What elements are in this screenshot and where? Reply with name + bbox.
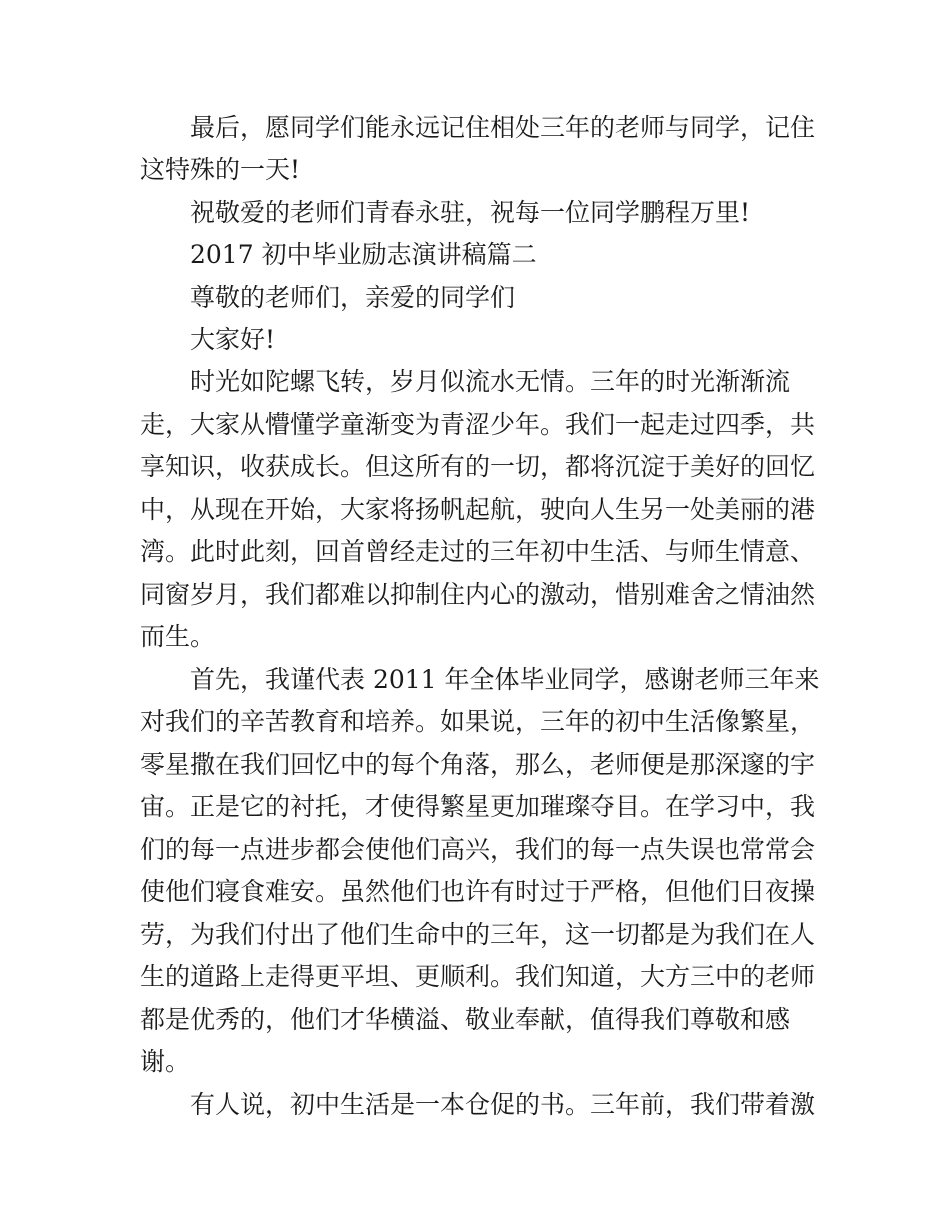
paragraph-line — [0, 872, 950, 912]
line-text: 有人说，初中生活是一本仓促的书。三年前，我们带着激 — [190, 1090, 816, 1119]
line-text: 大家好! — [190, 325, 276, 354]
paragraph-line — [0, 108, 950, 148]
paragraph-line — [0, 1085, 950, 1125]
line-text: 谢。 — [140, 1047, 191, 1076]
line-text: 而生。 — [140, 622, 216, 651]
paragraph-line — [0, 193, 950, 233]
line-text: 对我们的辛苦教育和培养。如果说，三年的初中生活像繁星， — [140, 707, 816, 736]
line-text: 同窗岁月，我们都难以抑制住内心的激动，惜别难舍之情油然 — [140, 580, 816, 609]
line-text: 生的道路上走得更平坦、更顺利。我们知道，大方三中的老师 — [140, 962, 816, 991]
line-text: 享知识，收获成长。但这所有的一切，都将沉淀于美好的回忆 — [140, 452, 816, 481]
line-text: 尊敬的老师们，亲爱的同学们 — [190, 283, 516, 312]
line-text: 零星撒在我们回忆中的每个角落，那么，老师便是那深邃的宇 — [140, 750, 816, 779]
line-text: 时光如陀螺飞转，岁月似流水无情。三年的时光渐渐流 — [190, 367, 791, 396]
paragraph-line — [0, 787, 950, 827]
paragraph-line — [0, 1000, 950, 1040]
line-text: 祝敬爱的老师们青春永驻，祝每一位同学鹏程万里! — [190, 198, 751, 227]
line-text: 湾。此时此刻，回首曾经走过的三年初中生活、与师生情意、 — [140, 537, 816, 566]
line-text: 都是优秀的，他们才华横溢、敬业奉献，值得我们尊敬和感 — [140, 1005, 791, 1034]
paragraph-line — [0, 490, 950, 530]
paragraph-line — [0, 915, 950, 955]
salutation-line — [0, 278, 950, 318]
line-text: 中，从现在开始，大家将扬帆起航，驶向人生另一处美丽的港 — [140, 495, 816, 524]
paragraph-line — [0, 575, 950, 615]
paragraph-line — [0, 1042, 950, 1082]
paragraph-line — [0, 660, 950, 700]
paragraph-line — [0, 362, 950, 402]
paragraph-line — [0, 617, 950, 657]
paragraph-line — [0, 447, 950, 487]
line-text: 走，大家从懵懂学童渐变为青涩少年。我们一起走过四季，共 — [140, 410, 816, 439]
paragraph-line — [0, 830, 950, 870]
greeting-line — [0, 320, 950, 360]
line-text: 宙。正是它的衬托，才使得繁星更加璀璨夺目。在学习中，我 — [140, 792, 816, 821]
paragraph-line — [0, 405, 950, 445]
line-text: 们的每一点进步都会使他们高兴，我们的每一点失误也常常会 — [140, 835, 816, 864]
paragraph-line — [0, 150, 950, 190]
section-heading — [0, 235, 950, 275]
line-text: 劳，为我们付出了他们生命中的三年，这一切都是为我们在人 — [140, 920, 816, 949]
line-text: 这特殊的一天! — [140, 155, 301, 184]
paragraph-line — [0, 702, 950, 742]
paragraph-line — [0, 957, 950, 997]
paragraph-line — [0, 745, 950, 785]
paragraph-line — [0, 532, 950, 572]
line-text: 使他们寝食难安。虽然他们也许有时过于严格，但他们日夜操 — [140, 877, 816, 906]
line-text: 首先，我谨代表 2011 年全体毕业同学，感谢老师三年来 — [190, 665, 820, 694]
line-text: 最后，愿同学们能永远记住相处三年的老师与同学，记住 — [190, 113, 816, 142]
heading-text: 2017 初中毕业励志演讲稿篇二 — [190, 240, 537, 269]
